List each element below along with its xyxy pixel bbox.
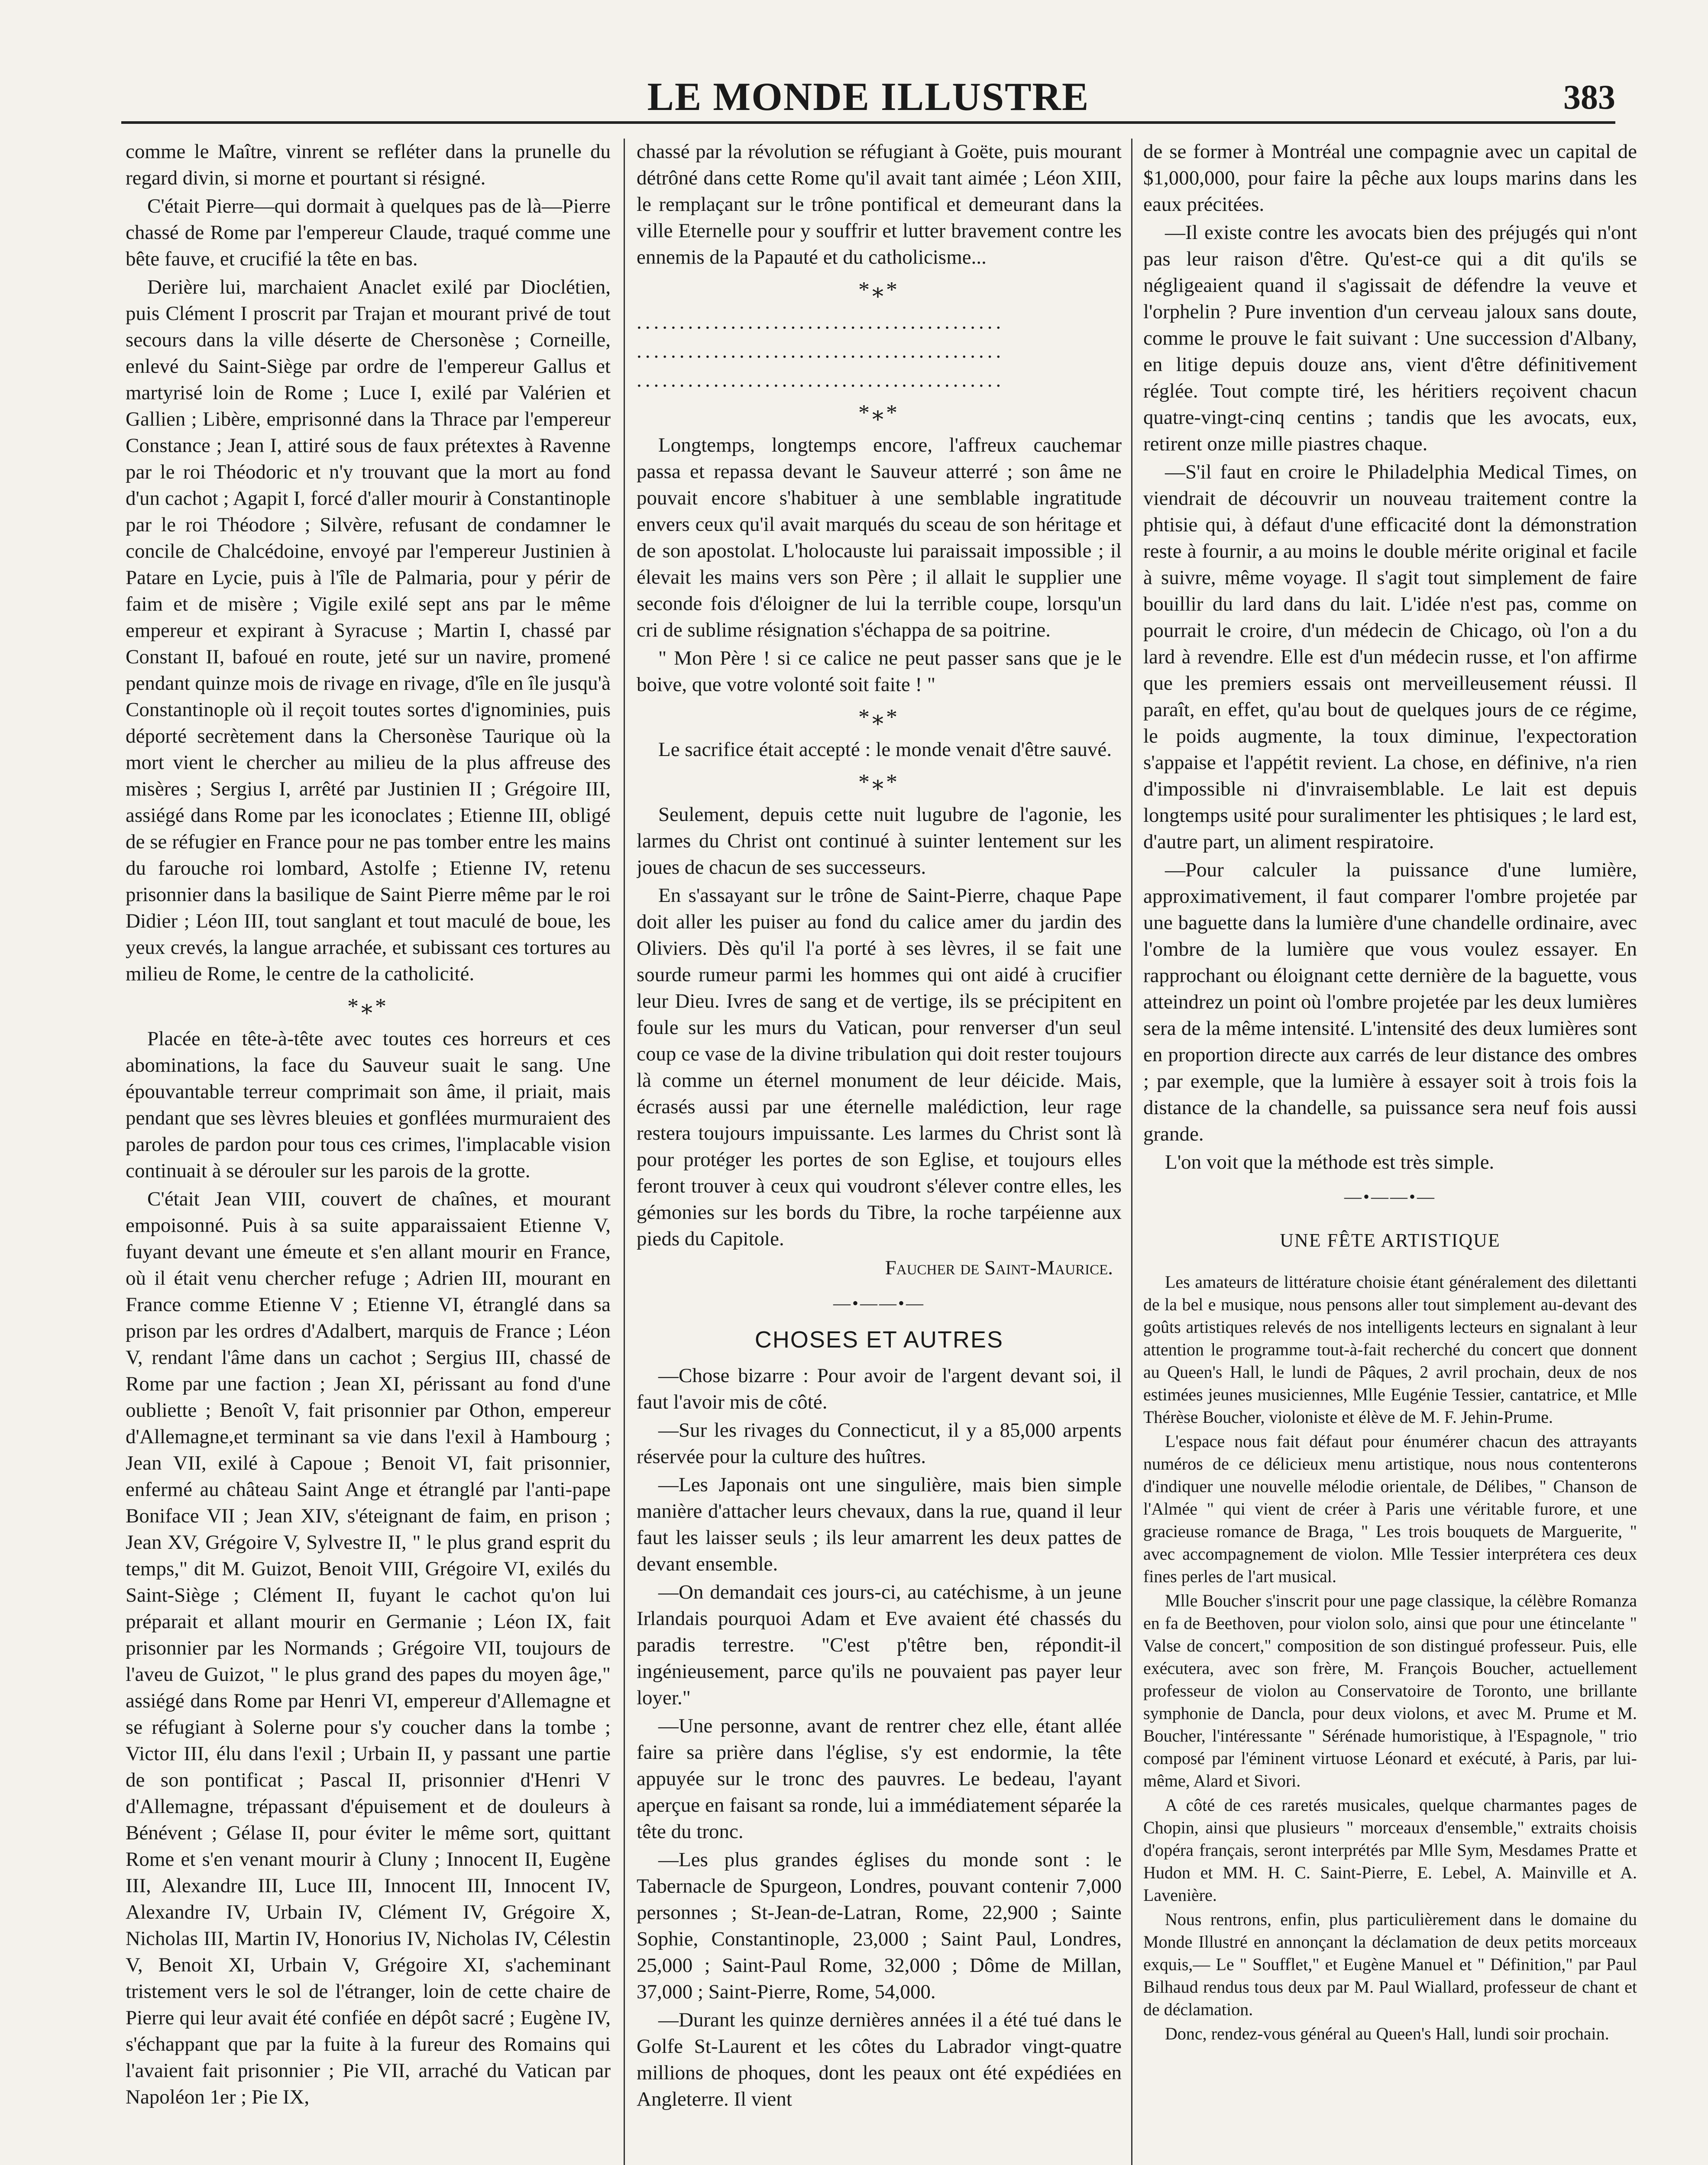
paragraph: Placée en tête-à-tête avec toutes ces horreurs et ces abominations, la face du Sauveur suait le sang. Une épouvantable terreur comprimait son âme, il priait, mais pendant que ses lèvres bleuies et gonflées murmuraient des paroles de pardon pour tous ces crimes, l'implacable vision continuait à se dérouler sur les parois de la grotte.: [126, 1028, 611, 1182]
paragraph: " Mon Père ! si ce calice ne peut passer sans que je le boive, que votre volonté soit faite ! ": [637, 647, 1122, 696]
paragraph: —On demandait ces jours-ci, au catéchisme, à un jeune Irlandais pourquoi Adam et Eve avaient été chassés du paradis terrestre. "C'est p'têtre ben, répondit-il ingénieusement, parce qu'ils ne pouvaient pas payer leur loyer.": [637, 1581, 1122, 1709]
ornamental-divider: —•——•—: [833, 1293, 925, 1313]
page-header: [121, 74, 1615, 124]
section-separator: *⁎*: [858, 770, 900, 795]
dotted-line: ...........................................: [637, 311, 1005, 333]
paragraph: —Les Japonais ont une singulière, mais bien simple manière d'attacher leurs chevaux, dans la rue, quand il leur faut les laisser seuls ; ils leur amarrent les deux pattes de devant ensemble.: [637, 1473, 1122, 1575]
paragraph: L'on voit que la méthode est très simple.: [1165, 1151, 1494, 1173]
section-separator: *⁎*: [858, 705, 900, 730]
paragraph: —Les plus grandes églises du monde sont : le Tabernacle de Spurgeon, Londres, pouvant contenir 7,000 personnes ; St-Jean-de-Latran, Rome, 22,900 ; Sainte Sophie, Constantinople, 23,000 ; Saint Paul, Londres, 25,000 ; Saint-Paul Rome, 32,000 ; Dôme de Millan, 37,000 ; Saint-Pierre, Rome, 54,000.: [637, 1848, 1122, 2003]
paragraph: —S'il faut en croire le Philadelphia Medical Times, on viendrait de découvrir un nouveau traitement contre la phtisie qui, à défaut d'une efficacité dont la démonstration reste à fournir, a au moins le double mérite original et facile à suivre, même voyage. Il s'agit tout simplement de faire bouillir du lard dans du lait. L'idée n'est pas, comme on pourrait le croire, d'un médecin de Chicago, où l'on a du lard à revendre. Elle est d'un médecin russe, et l'on affirme que les premiers essais ont merveilleusement réussi. Il paraît, en effet, qu'au bout de quelques jours de ce régime, le poids augmente, la toux diminue, l'expectoration s'appaise et l'appétit revient. La chose, en définive, n'a rien d'impossible ni d'invraisemblable. Le lait est depuis longtemps usité pour suralimenter les phtisiques ; le lard est, d'autre part, un aliment respiratoire.: [1143, 461, 1637, 853]
article-body: [1143, 1271, 1637, 2045]
paragraph: Les amateurs de littérature choisie étant généralement des dilettanti de la bel e musique, nous pensons aller tout simplement au-devant des goûts artistiques relevés de nos intelligents lecteurs en signalant à leur attention le programme tout-à-fait recherché du concert que donnent au Queen's Hall, le lundi de Pâques, 2 avril prochain, deux de nos estimées jeunes musiciennes, Mlle Eugénie Tessier, cantatrice, et Mlle Thérèse Boucher, violoniste et élève de M. F. Jehin-Prume.: [1143, 1272, 1637, 1427]
section-separator: *⁎*: [858, 401, 900, 425]
paragraph: —Sur les rivages du Connecticut, il y a 85,000 arpents réservée pour la culture des huîtres.: [637, 1419, 1122, 1468]
paragraph: Seulement, depuis cette nuit lugubre de l'agonie, les larmes du Christ ont continué à suinter lentement sur les joues de chacun de ses successeurs.: [637, 803, 1122, 879]
paragraph: En s'assayant sur le trône de Saint-Pierre, chaque Pape doit aller les puiser au fond du calice amer du jardin des Oliviers. Dès qu'il l'a porté à ses lèvres, il se fait une sourde rumeur parmi les hommes qui ont aidé à crucifier leur Dieu. Ivres de sang et de vertige, ils se précipitent en foule sur les murs du Vatican, pour renverser d'un seul coup ce vase de la divine tribulation qui doit rester toujours là comme un éternel monument de leur déicide. Mais, écrasés aussi par une éternelle malédiction, leur rage restera toujours impuissante. Les larmes du Christ sont là pour protéger les portes de son Eglise, et toujours elles feront trouver à ceux qui voudront s'élever contre elles, les gémonies sur les bords du Tibre, la roche tarpéienne aux pieds du Capitole.: [637, 884, 1122, 1250]
paragraph: C'était Jean VIII, couvert de chaînes, et mourant empoisonné. Puis à sa suite apparaissaient Etienne V, fuyant devant une émeute et s'en allant mourir en France, où il était venu chercher refuge ; Adrien III, mourant en France comme Etienne V ; Etienne VI, étranglé dans sa prison par les ordres d'Adalbert, marquis de France ; Léon V, rendant l'âme dans un cachot ; Sergius III, chassé de Rome par une faction ; Jean XI, périssant au fond d'une oubliette ; Benoît V, fait prisonnier par Othon, empereur d'Allemagne,et terminant sa vie dans l'exil à Hambourg ; Jean VII, exilé à Capoue ; Benoit VI, fait prisonnier, enfermé au château Saint Ange et étranglé par l'anti-pape Boniface VII ; Jean XIV, s'éteignant de faim, en prison ; Jean XV, Grégoire V, Sylvestre II, " le plus grand esprit du temps," dit M. Guizot, Benoit VIII, Grégoire VI, exilés du Saint-Siège ; Clément II, fuyant le cachot qu'on lui préparait et allant mourir en Germanie ; Léon IX, fait prisonnier par les Normands ; Grégoire VII, toujours de l'aveu de Guizot, " le plus grand des papes du moyen âge," assiégé dans Rome par Henri VI, empereur d'Allemagne et se réfugiant à Solerne pour s'y coucher dans la tombe ; Victor III, élu dans l'exil ; Urbain II, y passant une partie de son pontificat ; Pascal II, prisonnier d'Henri V d'Allemagne, trépassant d'épuisement et de douleurs à Bénévent ; Gélase II, pour éviter le même sort, quittant Rome et s'en venant mourir à Cluny ; Innocent II, Eugène III, Alexandre III, Luce III, Innocent III, Innocent IV, Alexandre IV, Urbain IV, Clément IV, Grégoire X, Nicholas III, Martin IV, Honorius IV, Nicholas IV, Célestin V, Benoit XI, Urbain V, Grégoire XI, s'acheminant tristement vers le sol de l'étranger, loin de cette chaire de Pierre qui leur avait été confiée en dépôt sacré ; Eugène IV, s'échappant que par la fuite à la fureur des Romains qui l'avaient fait prisonnier ; Pie VII, arraché du Vatican par Napoléon 1er ; Pie IX,: [126, 1188, 611, 2108]
paragraph: —Chose bizarre : Pour avoir de l'argent devant soi, il faut l'avoir mis de côté.: [637, 1364, 1122, 1413]
paragraph: —Durant les quinze dernières années il a été tué dans le Golfe St-Laurent et les côtes du Labrador vingt-quatre millions de phoques, dont les peaux ont été expédiées en Angleterre. Il vient: [637, 2009, 1122, 2110]
section-separator: *⁎*: [347, 994, 389, 1019]
author-signature: Faucher de Saint-Maurice.: [885, 1257, 1113, 1279]
section-heading: UNE FÊTE ARTISTIQUE: [1280, 1230, 1501, 1251]
paragraph: chassé par la révolution se réfugiant à Goëte, puis mourant détrôné dans cette Rome qu'il avait tant aimée ; Léon XIII, le remplaçant sur le trône pontifical et demeurant dans la ville Eternelle pour y souffrir et lutter bravement contre les ennemis de la Papauté et du catholicisme...: [637, 140, 1122, 268]
section-heading: CHOSES ET AUTRES: [754, 1327, 1004, 1353]
newspaper-title: LE MONDE ILLUSTRE: [647, 74, 1090, 119]
page-number: 383: [1563, 78, 1615, 116]
column-1: [126, 139, 611, 2165]
column-3: [1143, 139, 1637, 2165]
paragraph: C'était Pierre—qui dormait à quelques pas de là—Pierre chassé de Rome par l'empereur Claude, traqué comme une bête fauve, et crucifié la tête en bas.: [126, 195, 611, 270]
paragraph: comme le Maître, vinrent se refléter dans la prunelle du regard divin, si morne et pourtant si résigné.: [126, 140, 611, 189]
dotted-line: ...........................................: [637, 369, 1005, 391]
paragraph: —Une personne, avant de rentrer chez elle, étant allée faire sa prière dans l'église, s'y est endormie, la tête appuyée sur le tronc des pauvres. Le bedeau, l'ayant aperçue en faisant sa ronde, lui a immédiatement séparée la tête du tronc.: [637, 1715, 1122, 1843]
paragraph: L'espace nous fait défaut pour énumérer chacun des attrayants numéros de ce délicieux menu artistique, nous nous contenterons d'indiquer une nouvelle mélodie orientale, de Délibes, " Chanson de l'Almée " qui vient de créer à Paris une véritable furore, et une gracieuse romance de Braga, " Les trois bouquets de Marguerite, " avec accompagnement de violon. Mlle Tessier interprétera ces deux fines perles de l'art musical.: [1143, 1431, 1637, 1586]
paragraph: Mlle Boucher s'inscrit pour une page classique, la célèbre Romanza en fa de Beethoven, pour violon solo, ainsi que pour une étincelante " Valse de concert," composition de son distingué professeur. Puis, elle exécutera, avec son frère, M. François Boucher, actuellement professeur de violon au Conservatoire de Toronto, une brillante symphonie de Dancla, pour deux violons, et avec M. Prume et M. Boucher, l'intéressante " Sérénade humoristique, à l'Espagnole, " trio composé par l'éminent virtuose Léonard et exécuté, à Paris, par lui-même, Alard et Sivori.: [1143, 1591, 1637, 1790]
dotted-line: ...........................................: [637, 340, 1005, 362]
column-rule: [624, 139, 625, 2165]
paragraph: de se former à Montréal une compagnie avec un capital de $1,000,000, pour faire la pêche aux loups marins dans les eaux précitées.: [1143, 140, 1637, 216]
column-rule: [1131, 139, 1132, 2165]
paragraph: Longtemps, longtemps encore, l'affreux cauchemar passa et repassa devant le Sauveur atterré ; son âme ne pouvait encore s'habituer à une semblable ingratitude envers ceux qu'il avait marqués du sceau de son héritage et de son apostolat. L'holocauste lui paraissait impossible ; il élevait les mains vers son Père ; il allait le supplier une seconde fois d'éloigner de lui la terrible coupe, lorsqu'un cri de sublime résignation s'échappa de sa poitrine.: [637, 434, 1122, 641]
column-2: [637, 139, 1122, 2165]
paragraph: —Il existe contre les avocats bien des préjugés qui n'ont pas leur raison d'être. Qu'est-ce qui a dit qu'ils se négligeaient quand il s'agissait de défendre la veuve et l'orphelin ? Pure invention d'un cerveau jaloux sans doute, comme le prouve le fait suivant : Une succession d'Albany, en litige depuis douze ans, vient d'être définitivement réglée. Tout compte tiré, les héritiers reçoivent chacun quatre-vingt-cinq centins ; tandis que les avocats, eux, retirent onze mille piastres chaque.: [1143, 221, 1637, 455]
paragraph: Derière lui, marchaient Anaclet exilé par Dioclétien, puis Clément I proscrit par Trajan et mourant privé de tout secours dans la ville déserte de Chersonèse ; Corneille, enlevé du Saint-Siège par ordre de l'empereur Gallus et martyrisé loin de Rome ; Luce I, exilé par Valérien et Gallien ; Libère, emprisonné dans la Thrace par l'empereur Constance ; Jean I, attiré sous de faux prétextes à Ravenne par le roi Théodoric et n'y trouvant que la mort au fond d'un cachot ; Agapit I, forcé d'aller mourir à Constantinople par le roi Théodore ; Silvère, refusant de condamner le concile de Chalcédoine, envoyé par l'empereur Justinien à Patare en Lycie, puis à l'île de Palmaria, pour y périr de faim et de misère ; Vigile exilé sept ans par le même empereur et expirant à Syracuse ; Martin I, chassé par Constant II, bafoué en route, jeté sur un navire, promené pendant quinze mois de rivage en rivage, d'île en île jusqu'à Constantinople où il reçoit toutes sortes d'ignominies, puis déporté secrètement dans la Chersonèse Taurique où la mort vient le chercher au milieu de la plus affreuse des misères ; Sergius I, arrêté par Justinien II ; Grégoire III, assiégé dans Rome par les iconoclates ; Etienne III, obligé de se réfugier en France pour ne pas tomber entre les mains du farouche roi lombard, Astolfe ; Etienne IV, retenu prisonnier dans la basilique de Saint Pierre même par le roi Didier ; Léon III, tout sanglant et tout maculé de boue, les yeux crevés, la langue arrachée, et subissant ces tortures au milieu de Rome, le centre de la catholicité.: [126, 276, 611, 985]
paragraph: Le sacrifice était accepté : le monde venait d'être sauvé.: [658, 738, 1112, 761]
section-separator: *⁎*: [858, 278, 900, 302]
paragraph: A côté de ces raretés musicales, quelque charmantes pages de Chopin, ainsi que plusieurs " morceaux d'ensemble," extraits choisis d'opéra français, seront interprétés par Mlle Sym, Mesdames Pratte et Hudon et MM. H. C. Saint-Pierre, E. Lebel, A. Mainville et A. Lavenière.: [1143, 1795, 1637, 1905]
paragraph: —Pour calculer la puissance d'une lumière, approximativement, il faut comparer l'ombre projetée par une baguette dans la lumière d'une chandelle ordinaire, avec l'ombre de la lumière que vous voulez essayer. En rapprochant ou éloignant cette dernière de la baguette, vous atteindrez un point où l'ombre projetée par les deux lumières sera de la même intensité. L'intensité des deux lumières sont en proportion directe aux carrés de leur distance des ombres ; par exemple, que la lumière à essayer soit à trois fois la distance de la chandelle, sa puissance sera neuf fois aussi grande.: [1143, 859, 1637, 1145]
paragraph: Donc, rendez-vous général au Queen's Hall, lundi soir prochain.: [1165, 2024, 1609, 2043]
ornamental-divider: —•——•—: [1344, 1187, 1436, 1206]
paragraph: Nous rentrons, enfin, plus particulièrement dans le domaine du Monde Illustré en annonçant la déclamation de deux petits morceaux exquis,— Le " Soufflet," et Eugène Manuel et " Définition," par Paul Bilhaud rendus tous deux par M. Paul Wiallard, professeur de chant et de déclamation.: [1143, 1910, 1637, 2019]
